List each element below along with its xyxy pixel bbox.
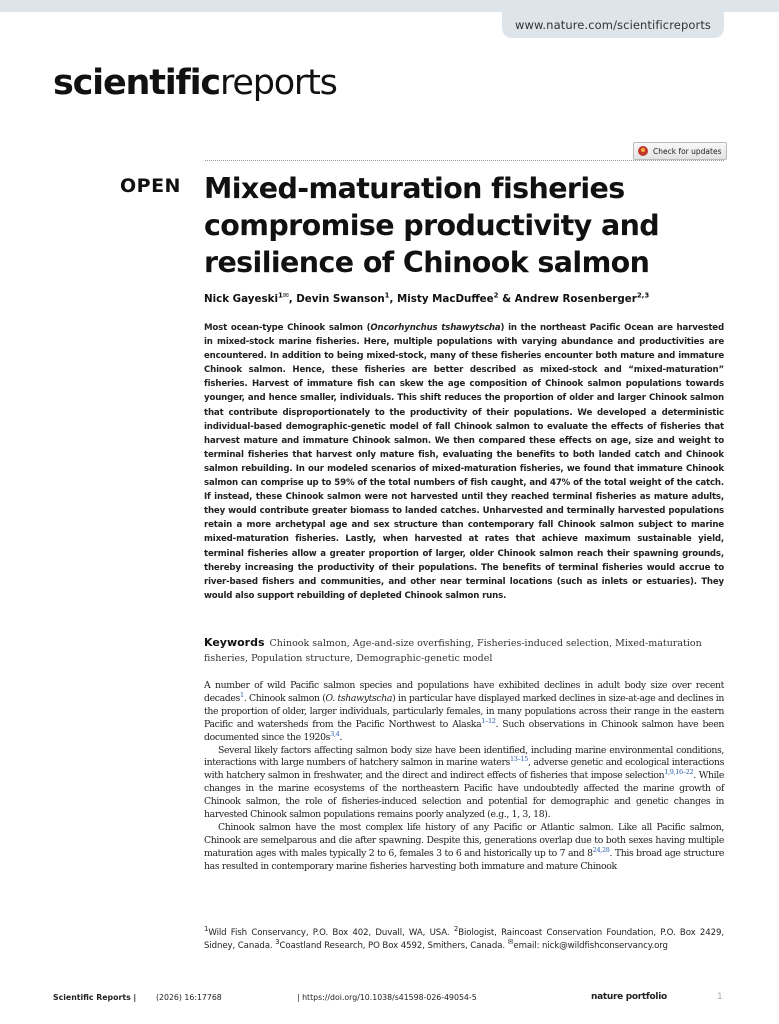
- superscript: ✉: [507, 938, 514, 947]
- footer-doi[interactable]: | https://doi.org/10.1038/s41598-026-49054-5: [297, 993, 477, 1002]
- text-run: . Such observations in Chinook salmon have been documented since the 1920s: [204, 718, 725, 743]
- top-bar: [0, 0, 779, 12]
- keywords: [204, 635, 724, 666]
- citation-link[interactable]: 13–15: [509, 755, 529, 764]
- logo-bold: scientific: [53, 63, 220, 103]
- citation-link[interactable]: 1,9,16–22: [664, 768, 694, 777]
- logo-light: reports: [219, 63, 337, 103]
- citation-link[interactable]: 3,4: [330, 729, 340, 738]
- article-body: [204, 680, 724, 874]
- superscript: 2: [453, 925, 459, 934]
- text-run: . This broad age structure has resulted in contemporary marine fisheries harvesting both immature and mature Chinook: [204, 847, 724, 872]
- superscript: 3: [275, 938, 280, 947]
- footer-journal: Scientific Reports |: [53, 993, 137, 1002]
- page-number: 1: [717, 992, 723, 1002]
- text-run: . Chinook salmon (: [243, 692, 326, 704]
- text-run: Wild Fish Conservancy, P.O. Box 402, Duvall, WA, USA.: [208, 928, 454, 938]
- text-run: Coastland Research, PO Box 4592, Smithers, Canada.: [279, 941, 508, 952]
- text-run: ) in the northeast Pacific Ocean are harvested in mixed-stock marine fisheries. Here, multiple populations with varying abundance and productivities are encountered. In addition to being mixed-stock, many of these fisheries encounter both mature and immature Chinook salmon. Hence, these fisheries are better described as mixed-stock and “mixed-maturation” fisheries. Harvest of immature fish can skew the age composition of Chinook salmon populations towards younger, and hence smaller, individuals. This shift reduces the proportion of older and larger Chinook salmon that contribute disproportionately to the productivity of their populations. We developed a deterministic individual-based demographic-genetic model of fall Chinook salmon to evaluate the effects of fisheries that harvest mature and immature Chinook salmon. We then compared these effects on age, size and weight to terminal fisheries that harvest only mature fish, evaluating the benefits to both landed catch and Chinook salmon rebuilding. In our modeled scenarios of mixed-maturation fisheries, we found that immature Chinook salmon can comprise up to 59% of the total numbers of fish caught, and 47% of the total weight of the catch. If instead, these Chinook salmon were not harvested until they reached terminal fisheries as mature adults, they would contribute greater biomass to landed catches. Unharvested and terminally harvested populations retain a more archetypal age and sex structure than contemporary fall Chinook salmon subject to marine mixed-maturation fisheries. Lastly, when harvested at rates that achieve maximum sustainable yield, terminal fisheries allow a greater proportion of larger, older Chinook salmon reach their spawning grounds, thereby increasing the productivity of their populations. The benefits of terminal fisheries would accrue to river-based fishers and communities, and other near terminal locations (such as inlets or estuaries). They would also support rebuilding of depleted Chinook salmon runs.: [204, 323, 724, 601]
- author-separator: ,: [288, 293, 297, 305]
- superscript: 1: [204, 925, 209, 934]
- text-run: . While changes in the marine ecosystems of the northeastern Pacific have undoubtedly affected the marine growth of Chinook salmon, the role of fisheries-induced selection and potential for demographic and genetic changes in harvested Chinook salmon populations remains poorly analyzed (e.g., 1, 3, 18).: [204, 770, 724, 821]
- author-name[interactable]: Andrew Rosenberger: [514, 293, 637, 305]
- italic-text: O. tshawytscha: [325, 692, 393, 704]
- body-paragraph: [204, 745, 724, 822]
- text-run: email: nick@wildfishconservancy.org: [513, 941, 668, 952]
- text-run: A number of wild Pacific salmon species and populations have exhibited declines in adult body size over recent decades: [204, 680, 724, 704]
- affiliations: [204, 927, 724, 954]
- crossmark-icon: [638, 146, 648, 156]
- text-run: Several likely factors affecting salmon body size have been identified, including marine environmental conditions, interactions with large numbers of hatchery salmon in marine waters: [204, 744, 724, 769]
- author-name[interactable]: Nick Gayeski: [204, 293, 278, 305]
- abstract: [204, 321, 724, 603]
- author-list: [204, 293, 649, 305]
- italic-text: Oncorhynchus tshawytscha: [370, 323, 501, 333]
- text-run: Biologist, Raincoast Conservation Foundation, P.O. Box 2429, Sidney, Canada.: [204, 928, 725, 952]
- author-separator: ,: [389, 293, 398, 305]
- divider: [205, 160, 724, 161]
- open-access-label: OPEN: [120, 175, 181, 197]
- author-name[interactable]: Misty MacDuffee: [397, 293, 494, 305]
- article-title: Mixed-maturation fisheries compromise productivity and resilience of Chinook salmon: [204, 172, 660, 279]
- text-run: Chinook salmon have the most complex life history of any Pacific or Atlantic salmon. Like all Pacific salmon, Chinook are semelparous and die after spawning. Despite this, generations overlap due to both sexes having multiple maturation ages with males typically 2 to 6, females 3 to 6 and historically up to 7 and 8: [204, 821, 724, 859]
- citation-link[interactable]: 1: [239, 690, 244, 699]
- journal-url[interactable]: www.nature.com/scientificreports: [502, 12, 724, 38]
- citation-link[interactable]: 24,28: [592, 845, 610, 854]
- publisher-logo: nature portfolio: [591, 992, 667, 1002]
- text-run: .: [339, 731, 343, 743]
- keywords-label: Keywords: [204, 636, 265, 649]
- text-run: Most ocean-type Chinook salmon (: [204, 323, 371, 333]
- text-run: ) in particular have displayed marked declines in size-at-age and declines in the proportion of older, larger individuals, particularly females, in many populations across their range in the eastern Pacific and watersheds from the Pacific Northwest to Alaska: [204, 692, 724, 730]
- author-separator: &: [498, 293, 515, 305]
- body-paragraph: [204, 822, 724, 874]
- journal-logo[interactable]: [53, 63, 337, 103]
- text-run: , adverse genetic and ecological interactions with hatchery salmon in freshwater, and the direct and indirect effects of fisheries that impose selection: [204, 757, 724, 782]
- check-for-updates-label: Check for updates: [653, 146, 722, 156]
- author-affiliation-marker: 1✉: [277, 291, 289, 300]
- citation-link[interactable]: 1–12: [481, 716, 496, 725]
- check-for-updates-button[interactable]: [633, 142, 727, 160]
- author-affiliation-marker: 1: [384, 291, 390, 300]
- body-paragraph: [204, 680, 724, 745]
- footer-volume: (2026) 16:17768: [156, 993, 222, 1002]
- author-affiliation-marker: 2: [493, 291, 499, 300]
- author-name[interactable]: Devin Swanson: [296, 293, 385, 305]
- keywords-list: Chinook salmon, Age-and-size overfishing, Fisheries-induced selection, Mixed-maturation fisheries, Population structure, Demographic-genetic model: [204, 638, 702, 664]
- author-affiliation-marker: 2,3: [636, 291, 650, 300]
